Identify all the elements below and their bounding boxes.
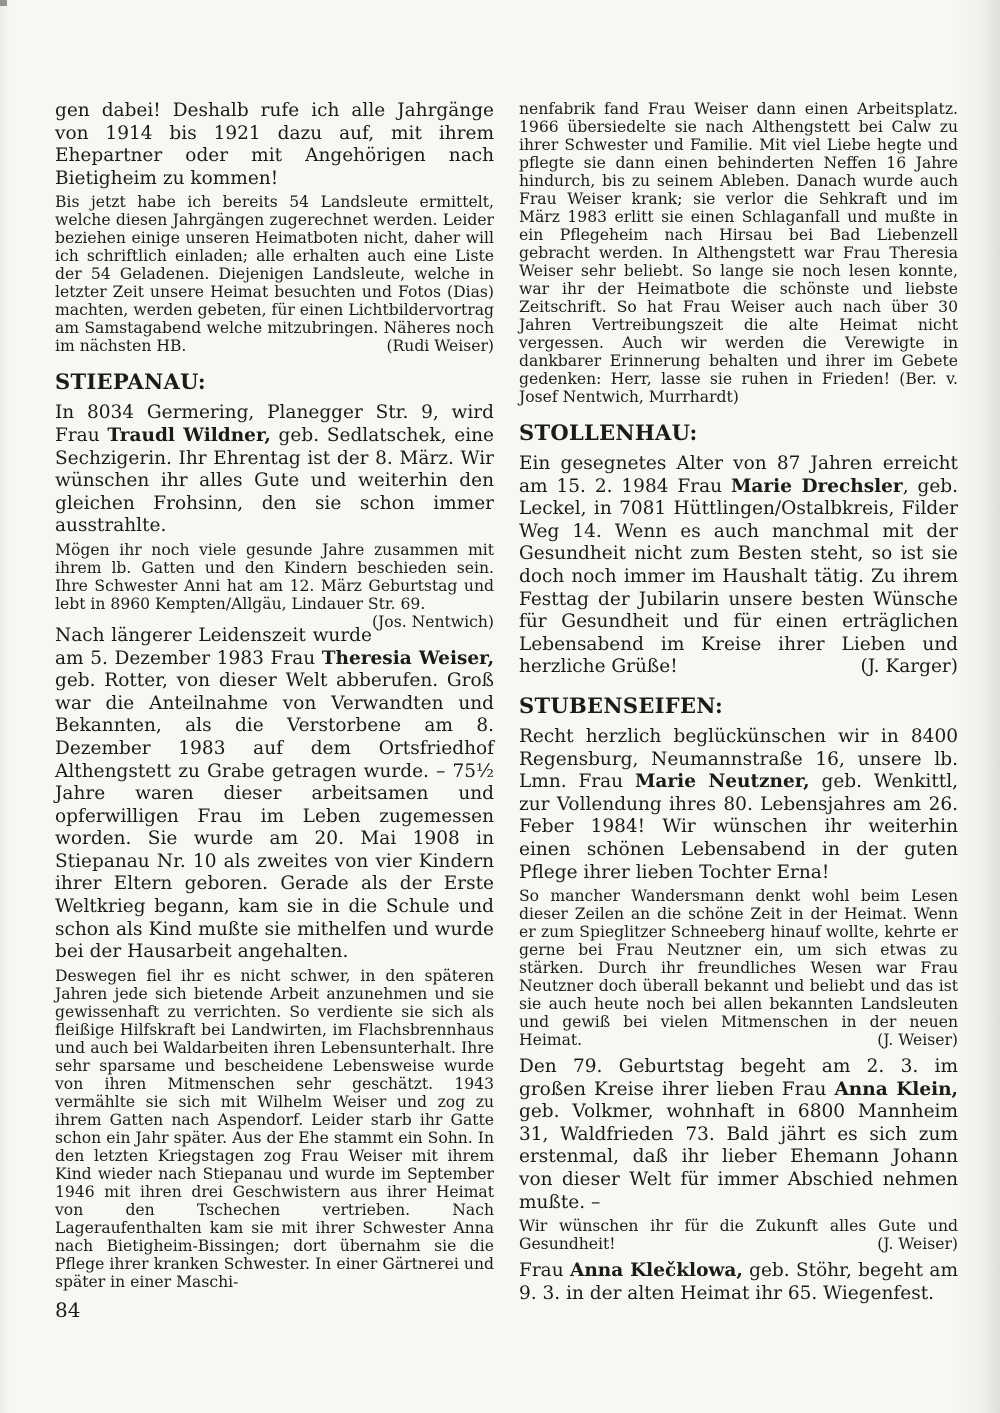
paragraph-text: Nach längerer Leidenszeit wurde am 5. Dezember 1983 Frau bbox=[55, 624, 372, 669]
left-column bbox=[55, 100, 494, 1294]
paragraph-text: So mancher Wandersmann denkt wohl beim Lesen dieser Zeilen an die schöne Zeit in der Heimat. Wenn er zum Spieglitzer Schneeberg hinauf wollte, kehrte er gerne bei Frau Neutzner ein, um sich etwas zu stärken. Durch ihr freundliches Wesen war Frau Neutzner doch überall bekannt und beliebt und das ist sie auch heute noch bei allen bekannten Landsleuten und gewiß bei vielen Mitmenschen in der neuen Heimat. bbox=[519, 887, 958, 1050]
page-number: 84 bbox=[55, 1298, 81, 1322]
paragraph-text: geb. Stöhr, begeht am 9. 3. in der alten Heimat ihr 65. Wiegenfest. bbox=[519, 1260, 958, 1304]
author-signature: (J. Weiser) bbox=[877, 1235, 958, 1254]
birthday-paragraph-wildner bbox=[55, 402, 494, 538]
paragraph-text: Ein gesegnetes Alter von 87 Jahren erreicht am 15. 2. 1984 Frau bbox=[519, 453, 958, 497]
person-name: Anna Klečklowa, bbox=[569, 1260, 743, 1282]
paragraph-text: gen dabei! Deshalb rufe ich alle Jahrgänge von 1914 bis 1921 dazu auf, mit ihrem Ehepartner oder mit Angehörigen nach Bietigheim zu kommen! bbox=[55, 100, 494, 189]
person-name: Theresia Weiser, bbox=[321, 647, 495, 669]
birthday-detail-paragraph bbox=[55, 540, 494, 631]
paragraph-text: Den 79. Geburtstag begeht am 2. 3. im großen Kreise ihrer lieben Frau bbox=[519, 1056, 958, 1100]
paragraph-text: Recht herzlich beglückünschen wir in 8400 Regensburg, Neumannstraße 16, unsere lb. Lmn. Frau bbox=[519, 725, 958, 793]
person-name: Marie Neutzner, bbox=[634, 771, 810, 793]
author-signature: (J. Karger) bbox=[860, 656, 958, 678]
appeal-detail-paragraph bbox=[55, 193, 494, 355]
paragraph-text: geb. Volkmer, wohnhaft in 6800 Mannheim 31, Waldfrieden 73. Bald jährt es sich zum erstenmal, daß ihr lieber Ehemann Johann von dieser Welt für immer Abschied nehmen mußte. – bbox=[519, 1101, 958, 1213]
birthday-paragraph-klecklowa bbox=[519, 1260, 958, 1305]
obituary-detail-paragraph bbox=[55, 967, 494, 1291]
paragraph-text: Bis jetzt habe ich bereits 54 Landsleute ermittelt, welche diesen Jahrgängen zugerechnet werden. Leider beziehen einige unseren Heimatboten nicht, daher will ich schriftlich einladen; alle erhalten auch eine Liste der 54 Geladenen. Diejenigen Landsleute, welche in letzter Zeit unsere Heimat besuchten und Fotos (Dias) machten, werden gebeten, für einen Lichtbildervortrag am Samstagabend welche mitzubringen. Näheres noch im nächsten HB. bbox=[55, 193, 494, 356]
obituary-paragraph-weiser bbox=[55, 625, 494, 964]
person-name: Traudl Wildner, bbox=[107, 424, 271, 446]
section-heading-stollenhau: STOLLENHAU: bbox=[519, 420, 698, 445]
author-signature: (Jos. Nentwich) bbox=[371, 612, 494, 631]
scan-corner-artifact bbox=[0, 0, 7, 6]
obituary-continuation-paragraph bbox=[519, 100, 958, 406]
section-heading-stiepanau: STIEPANAU: bbox=[55, 369, 206, 395]
person-name: Marie Drechsler bbox=[730, 475, 903, 497]
paragraph-text: Mögen ihr noch viele gesunde Jahre zusammen mit ihrem lb. Gatten und den Kindern beschieden sein. Ihre Schwester Anni hat am 12. März Geburtstag und lebt in 8960 Kempten/Allgäu, Lindauer Str. 69. bbox=[55, 540, 494, 613]
paragraph-text: Deswegen fiel ihr es nicht schwer, in den späteren Jahren jede sich bietende Arbeit anzunehmen und sie gewissenhaft zu verrichten. So verdiente sie sich als fleißige Hilfskraft bei Landwirten, im Flachsbrennhaus und auch bei Waldarbeiten ihren Lebensunterhalt. Ihre sehr sparsame und bescheidene Lebensweise wurde von ihren Mitmenschen sehr geschätzt. 1943 vermählte sie sich mit Wilhelm Weiser und zog zu ihrem Gatten nach Aspendorf. Leider starb ihr Gatte schon ein Jahr später. Aus der Ehe stammt ein Sohn. In den letzten Kriegstagen zog Frau Weiser mit ihrem Kind wieder nach Stiepanau und wurde im September 1946 mit ihren drei Geschwistern aus ihrer Heimat von den Tschechen vertrieben. Nach Lageraufenthalten kam sie mit ihrer Schwester Anna nach Bietigheim-Bissingen; dort übernahm sie die Pflege ihrer kranken Schwester. In einer Gärtnerei und später in einer Maschi- bbox=[55, 966, 494, 1291]
paragraph-text: Frau bbox=[519, 1260, 570, 1282]
paragraph-text: nenfabrik fand Frau Weiser dann einen Arbeitsplatz. 1966 übersiedelte sie nach Althengstett bei Calw zu ihrer Schwester und Familie. Mit viel Liebe hegte und pflegte sie dann einen behinderten Neffen 16 Jahre hindurch, bis zu seinem Ableben. Danach wurde auch Frau Weiser krank; sie verlor die Sehkraft und im März 1983 erlitt sie einen Schlaganfall und mußte in ein Pflegeheim nach Hirsau bei Bad Liebenzell gebracht werden. In Althengstett war Frau Theresia Weiser sehr beliebt. So lange sie noch lesen konnte, war ihr der Heimatbote die schönste und liebste Zeitschrift. So hat Frau Weiser auch nach über 30 Jahren Vertreibungszeit die alte Heimat nicht vergessen. Auch wir werden die Verewigte in dankbarer Erinnerung behalten und ihrer im Gebete gedenken: Herr, lasse sie ruhen in Frieden! (Ber. v. Josef Nentwich, Murrhardt) bbox=[519, 100, 958, 406]
birthday-detail-paragraph bbox=[519, 887, 958, 1049]
birthday-paragraph-klein bbox=[519, 1056, 958, 1214]
right-column bbox=[519, 100, 958, 1308]
two-column-text-area bbox=[55, 100, 958, 1308]
paragraph-text: geb. Sedlatschek, eine Sechzigerin. Ihr Ehrentag ist der 8. März. Wir wünschen ihr alles Gute und weiterhin den gleichen Frohsinn, den sie schon immer ausstrahlte. bbox=[55, 424, 494, 537]
appeal-paragraph bbox=[55, 100, 494, 190]
author-signature: (J. Weiser) bbox=[877, 1031, 958, 1050]
person-name: Anna Klein, bbox=[834, 1078, 959, 1100]
birthday-paragraph-drechsler bbox=[519, 453, 958, 679]
paragraph-text: Wir wünschen ihr für die Zukunft alles Gute und Gesundheit! bbox=[519, 1217, 958, 1254]
paragraph-text: In 8034 Germering, Planegger Str. 9, wird Frau bbox=[55, 402, 494, 446]
section-heading-stubenseifen: STUBENSEIFEN: bbox=[519, 692, 724, 718]
paragraph-text: , geb. Leckel, in 7081 Hüttlingen/Ostalbkreis, Filder Weg 14. Wenn es auch manchmal mit der Gesundheit nicht zum Besten steht, so ist sie doch noch immer im Haushalt tätig. Zu ihrem Festtag der Jubilarin unsere besten Wünsche für Gesundheit und für einen erträglichen Lebensabend im Kreise ihrer Lieben und herzliche Grüße! bbox=[519, 475, 959, 678]
wishes-paragraph bbox=[519, 1217, 958, 1253]
paragraph-text: geb. Wenkittl, zur Vollendung ihres 80. Lebensjahres am 26. Feber 1984! Wir wünschen ihr weiterhin einen schönen Lebensabend in der guten Pflege ihrer lieben Tochter Erna! bbox=[519, 771, 958, 883]
birthday-paragraph-neutzner bbox=[519, 726, 958, 884]
author-signature: (Rudi Weiser) bbox=[386, 337, 494, 356]
paragraph-text: geb. Rotter, von dieser Welt abberufen. Groß war die Anteilnahme von Verwandten und Bekannten, als die Verstorbene am 8. Dezember 1983 auf dem Ortsfriedhof Althengstett zu Grabe getragen wurde. – 75½ Jahre waren dieser arbeitsamen und opferwilligen Frau im Leben zugemessen worden. Sie wurde am 20. Mai 1908 in Stiepanau Nr. 10 als zweites von vier Kindern ihrer Eltern geboren. Gerade als der Erste Weltkrieg begann, kam sie in die Schule und schon als Kind mußte sie mithelfen und wurde bei der Hausarbeit angehalten. bbox=[55, 670, 494, 963]
